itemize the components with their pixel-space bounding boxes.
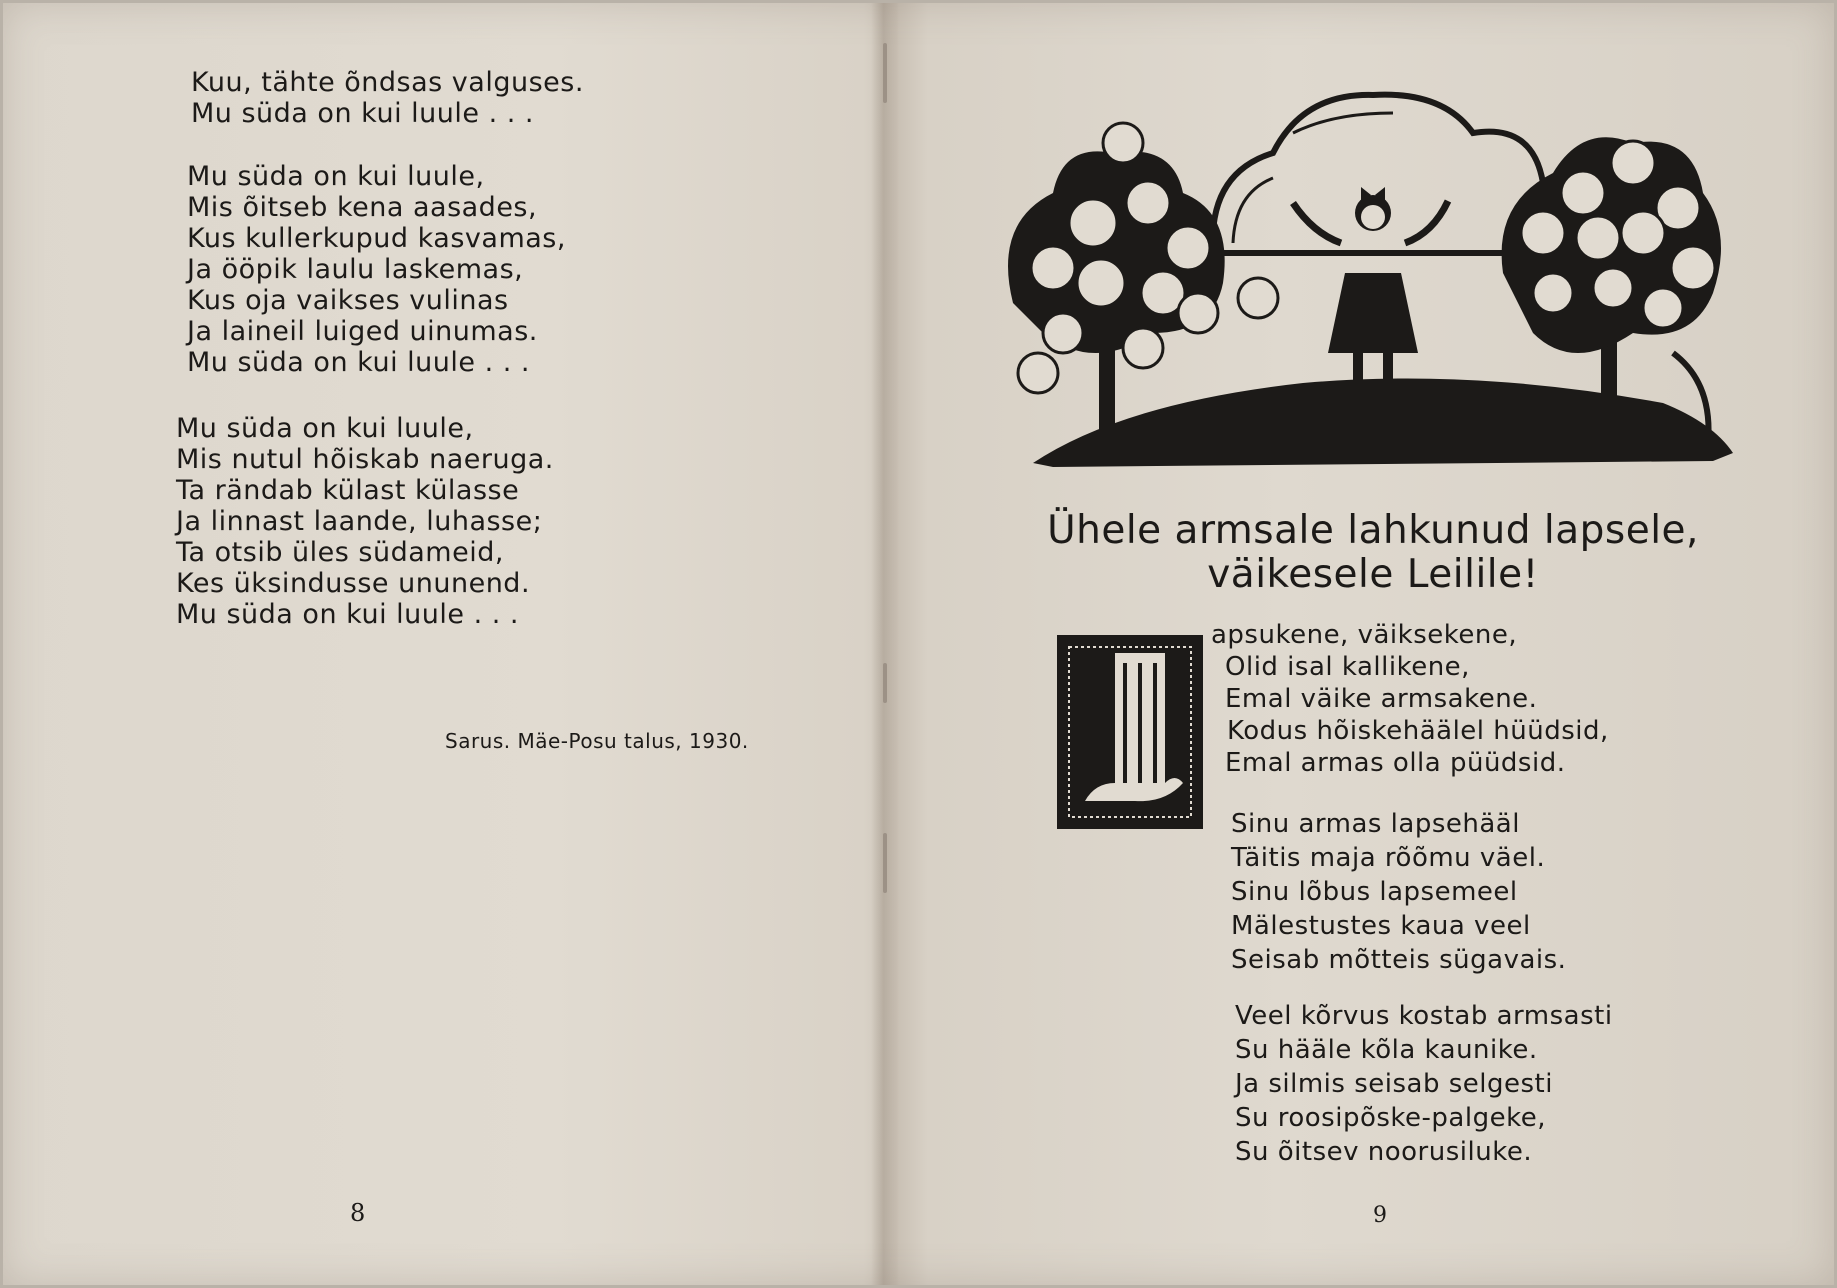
verse-line: Kodus hõiskehäälel hüüdsid, <box>1227 716 1609 746</box>
verse-line: Mu süda on kui luule . . . <box>187 347 530 378</box>
verse-line: Kes üksindusse ununend. <box>176 568 531 599</box>
verse-line: Kuu, tähte õndsas valguses. <box>191 67 584 98</box>
right-stanza-3 <box>1235 999 1613 1169</box>
spine-stitch <box>883 663 887 703</box>
verse-line: Su hääle kõla kaunike. <box>1235 1035 1538 1065</box>
girl-figure <box>1293 187 1448 383</box>
drop-cap-initial <box>1055 633 1205 831</box>
title-line: väikesele Leilile! <box>1207 552 1539 597</box>
hill-shape <box>1033 379 1733 468</box>
right-stanza-2 <box>1231 807 1566 977</box>
verse-line: Kus kullerkupud kasvamas, <box>187 223 566 254</box>
verse-line: Mälestustes kaua veel <box>1231 911 1531 941</box>
verse-line: Ta otsib üles südameid, <box>176 537 504 568</box>
verse-line: Su roosipõske-palgeke, <box>1235 1103 1546 1133</box>
drop-cap-letter: L <box>1126 745 1134 756</box>
verse-line: Ja ööpik laulu laskemas, <box>187 254 524 285</box>
verse-line: Seisab mõtteis sügavais. <box>1231 945 1567 975</box>
poem-title <box>1043 509 1703 597</box>
left-stanza-2 <box>187 161 566 378</box>
verse-line: Kus oja vaikses vulinas <box>187 285 509 316</box>
verse-line: Sinu armas lapsehääl <box>1231 809 1520 839</box>
signature: Sarus. Mäe-Posu talus, 1930. <box>445 729 749 753</box>
spine-stitch <box>883 43 887 103</box>
verse-line: Mu süda on kui luule, <box>187 161 485 192</box>
verse-line: Veel kõrvus kostab armsasti <box>1235 1001 1613 1031</box>
verse-line: Mis õitseb kena aasades, <box>187 192 538 223</box>
verse-line: Täitis maja rõõmu väel. <box>1231 843 1546 873</box>
verse-line: Su õitsev noorusiluke. <box>1235 1137 1533 1167</box>
verse-line: apsukene, väiksekene, <box>1211 620 1518 650</box>
left-stanza-1 <box>191 67 584 129</box>
page-number: 8 <box>350 1199 366 1227</box>
verse-line: Mu süda on kui luule . . . <box>176 599 519 630</box>
verse-line: Mu süda on kui luule . . . <box>191 98 534 129</box>
left-stanza-3 <box>176 413 554 630</box>
page-number: 9 <box>1373 1203 1387 1228</box>
right-stanza-1 <box>1211 619 1609 779</box>
spine-stitch <box>883 833 887 893</box>
verse-line: Ta rändab külast külasse <box>176 475 520 506</box>
verse-line: Ja laineil luiged uinumas. <box>187 316 538 347</box>
verse-line: Emal väike armsakene. <box>1225 684 1538 714</box>
verse-line: Ja linnast laande, luhasse; <box>176 506 543 537</box>
verse-line: Ja silmis seisab selgesti <box>1235 1069 1553 1099</box>
left-page <box>3 3 883 1285</box>
book-spread <box>3 3 1834 1285</box>
verse-line: Emal armas olla püüdsid. <box>1225 748 1566 778</box>
verse-line: Mis nutul hõiskab naeruga. <box>176 444 554 475</box>
woodcut-illustration <box>973 83 1743 483</box>
title-line: Ühele armsale lahkunud lapsele, <box>1047 508 1699 553</box>
verse-line: Sinu lõbus lapsemeel <box>1231 877 1518 907</box>
verse-line: Mu süda on kui luule, <box>176 413 474 444</box>
verse-line: Olid isal kallikene, <box>1225 652 1470 682</box>
